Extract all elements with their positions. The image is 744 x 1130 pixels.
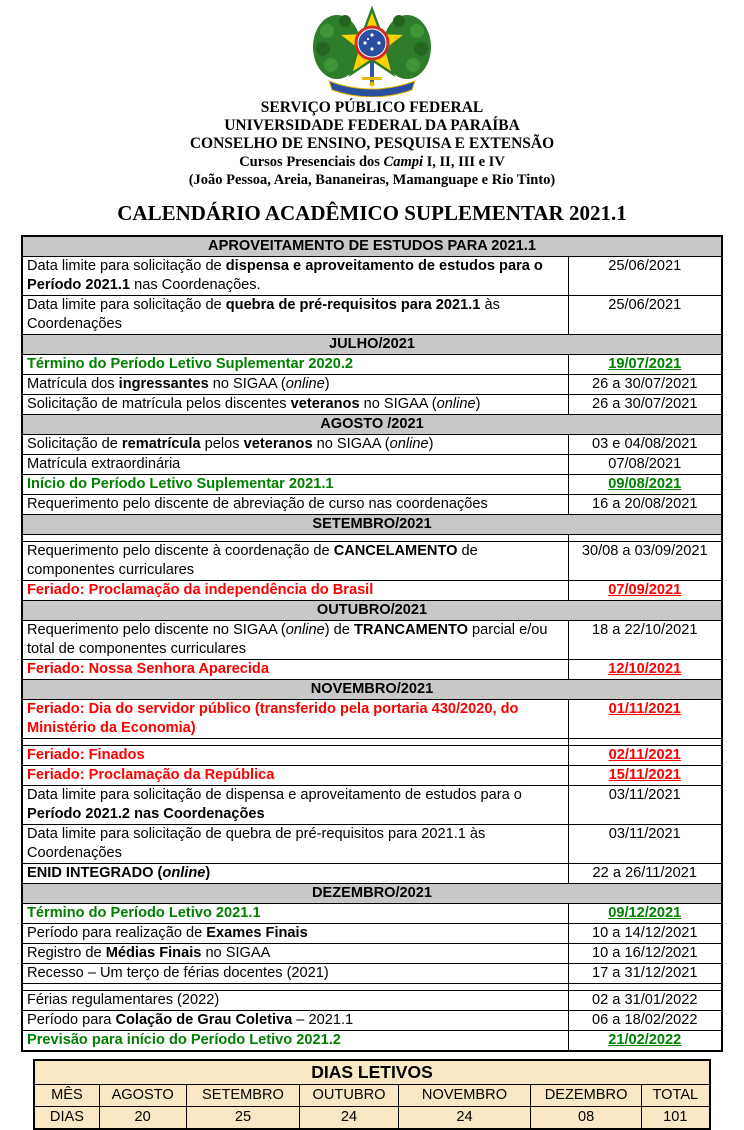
month-header: NOVEMBRO (398, 1085, 530, 1107)
page-title: CALENDÁRIO ACADÊMICO SUPLEMENTAR 2021.1 (117, 201, 627, 225)
event-description: Feriado: Dia do servidor público (transferido pela portaria 430/2020, do Ministério da Economia) (22, 700, 568, 739)
event-description: Requerimento pelo discente de abreviação de curso nas coordenações (22, 495, 568, 515)
event-date: 10 a 14/12/2021 (568, 924, 722, 944)
spacer-cell-left (22, 535, 568, 542)
section-header-row (22, 601, 722, 621)
event-date: 18 a 22/10/2021 (568, 621, 722, 660)
spacer-cell-right (568, 739, 722, 746)
calendar-row (22, 621, 722, 660)
event-date: 22 a 26/11/2021 (568, 864, 722, 884)
event-date: 25/06/2021 (568, 296, 722, 335)
dias-value: 24 (300, 1107, 399, 1130)
calendar-body (22, 236, 722, 1051)
spacer-cell-right (568, 535, 722, 542)
event-date: 10 a 16/12/2021 (568, 944, 722, 964)
calendar-row (22, 924, 722, 944)
calendar-row (22, 257, 722, 296)
dias-value: 08 (531, 1107, 642, 1130)
event-description: Recesso – Um terço de férias docentes (2021) (22, 964, 568, 984)
event-date: 12/10/2021 (568, 660, 722, 680)
section-header-row (22, 884, 722, 904)
org-line-2: UNIVERSIDADE FEDERAL DA PARAÍBA (224, 117, 520, 134)
event-date: 07/09/2021 (568, 581, 722, 601)
campi-line (21, 153, 723, 171)
section-header-row (22, 680, 722, 700)
mes-label: MÊS (34, 1085, 99, 1107)
calendar-row (22, 944, 722, 964)
month-header: TOTAL (641, 1085, 709, 1107)
calendar-row (22, 495, 722, 515)
calendar-row (22, 700, 722, 739)
calendar-row (22, 455, 722, 475)
calendar-row (22, 964, 722, 984)
month-header: SETEMBRO (186, 1085, 299, 1107)
event-date: 06 a 18/02/2022 (568, 1011, 722, 1031)
event-description: Data limite para solicitação de quebra de pré-requisitos para 2021.1 às Coordenações (22, 825, 568, 864)
event-date: 25/06/2021 (568, 257, 722, 296)
event-date: 09/08/2021 (568, 475, 722, 495)
event-description: Início do Período Letivo Suplementar 2021.1 (22, 475, 568, 495)
section-header-label: JULHO/2021 (22, 335, 722, 355)
campi-post: I, II, III e IV (423, 154, 505, 170)
event-description: Feriado: Nossa Senhora Aparecida (22, 660, 568, 680)
calendar-row (22, 375, 722, 395)
event-date: 02/11/2021 (568, 746, 722, 766)
event-description: Período para realização de Exames Finais (22, 924, 568, 944)
dias-letivos-title-row (34, 1060, 709, 1085)
event-description: Matrícula extraordinária (22, 455, 568, 475)
spacer-cell-left (22, 984, 568, 991)
brazil-coat-of-arms-icon (305, 5, 439, 97)
event-description: Solicitação de rematrícula pelos veteranos no SIGAA (online) (22, 435, 568, 455)
event-date: 16 a 20/08/2021 (568, 495, 722, 515)
dias-value: 101 (641, 1107, 709, 1130)
spacer-cell-right (568, 984, 722, 991)
event-description: Feriado: Finados (22, 746, 568, 766)
event-description: Feriado: Proclamação da República (22, 766, 568, 786)
calendar-row (22, 766, 722, 786)
calendar-row (22, 395, 722, 415)
event-date: 19/07/2021 (568, 355, 722, 375)
dias-letivos-table (33, 1059, 710, 1130)
event-description: Matrícula dos ingressantes no SIGAA (online) (22, 375, 568, 395)
org-line-3: CONSELHO DE ENSINO, PESQUISA E EXTENSÃO (189, 135, 555, 152)
calendar-row (22, 904, 722, 924)
event-description: Requerimento pelo discente à coordenação de CANCELAMENTO de componentes curriculares (22, 542, 568, 581)
calendar-row (22, 746, 722, 766)
event-date: 02 a 31/01/2022 (568, 991, 722, 1011)
blue-disc (358, 29, 386, 57)
event-date: 21/02/2022 (568, 1031, 722, 1052)
event-description: Período para Colação de Grau Coletiva – 2021.1 (22, 1011, 568, 1031)
dias-letivos-month-row (34, 1085, 709, 1107)
event-description: Data limite para solicitação de dispensa e aproveitamento de estudos para o Período 2021.2 nas Coordenações (22, 786, 568, 825)
event-date: 26 a 30/07/2021 (568, 375, 722, 395)
spacer-row (22, 739, 722, 746)
spacer-cell-left (22, 739, 568, 746)
section-header-row (22, 515, 722, 535)
event-date: 26 a 30/07/2021 (568, 395, 722, 415)
section-header-label: APROVEITAMENTO DE ESTUDOS PARA 2021.1 (22, 236, 722, 257)
event-description: Feriado: Proclamação da independência do Brasil (22, 581, 568, 601)
calendar-row (22, 864, 722, 884)
campi-pre: Cursos Presenciais dos (239, 154, 384, 170)
event-description: Férias regulamentares (2022) (22, 991, 568, 1011)
event-date: 07/08/2021 (568, 455, 722, 475)
event-date: 15/11/2021 (568, 766, 722, 786)
event-description: ENID INTEGRADO (online) (22, 864, 568, 884)
calendar-row (22, 1031, 722, 1052)
section-header-row (22, 236, 722, 257)
campi-italic: Campi (383, 154, 424, 170)
calendar-row (22, 786, 722, 825)
section-header-label: OUTUBRO/2021 (22, 601, 722, 621)
section-header-label: NOVEMBRO/2021 (22, 680, 722, 700)
spacer-row (22, 535, 722, 542)
month-header: OUTUBRO (300, 1085, 399, 1107)
event-description: Requerimento pelo discente no SIGAA (online) de TRANCAMENTO parcial e/ou total de componentes curriculares (22, 621, 568, 660)
event-description: Solicitação de matrícula pelos discentes veteranos no SIGAA (online) (22, 395, 568, 415)
calendar-row (22, 660, 722, 680)
event-description: Término do Período Letivo 2021.1 (22, 904, 568, 924)
event-description: Data limite para solicitação de quebra de pré-requisitos para 2021.1 às Coordenações (22, 296, 568, 335)
event-date: 03 e 04/08/2021 (568, 435, 722, 455)
dias-letivos-title: DIAS LETIVOS (34, 1060, 709, 1085)
calendar-row (22, 825, 722, 864)
event-description: Previsão para início do Período Letivo 2021.2 (22, 1031, 568, 1052)
dias-value: 25 (186, 1107, 299, 1130)
section-header-row (22, 335, 722, 355)
section-header-label: AGOSTO /2021 (22, 415, 722, 435)
calendar-row (22, 475, 722, 495)
section-header-row (22, 415, 722, 435)
calendar-row (22, 1011, 722, 1031)
event-description: Data limite para solicitação de dispensa e aproveitamento de estudos para o Período 2021.1 nas Coordenações. (22, 257, 568, 296)
calendar-row (22, 435, 722, 455)
dias-label: DIAS (34, 1107, 99, 1130)
event-date: 09/12/2021 (568, 904, 722, 924)
event-date: 03/11/2021 (568, 786, 722, 825)
spacer-row (22, 984, 722, 991)
org-line-1: SERVIÇO PÚBLICO FEDERAL (260, 99, 484, 116)
section-header-label: SETEMBRO/2021 (22, 515, 722, 535)
event-date: 03/11/2021 (568, 825, 722, 864)
month-header: AGOSTO (99, 1085, 186, 1107)
event-date: 01/11/2021 (568, 700, 722, 739)
calendar-row (22, 542, 722, 581)
calendar-row (22, 296, 722, 335)
month-header: DEZEMBRO (531, 1085, 642, 1107)
calendar-row (22, 355, 722, 375)
calendar-row (22, 581, 722, 601)
event-date: 17 a 31/12/2021 (568, 964, 722, 984)
dias-letivos-body (34, 1060, 709, 1129)
dias-value: 20 (99, 1107, 186, 1130)
event-description: Registro de Médias Finais no SIGAA (22, 944, 568, 964)
event-description: Término do Período Letivo Suplementar 2020.2 (22, 355, 568, 375)
cities-line: (João Pessoa, Areia, Bananeiras, Mamanguape e Rio Tinto) (188, 172, 556, 188)
dias-value: 24 (398, 1107, 530, 1130)
calendar-table (21, 235, 723, 1052)
calendar-row (22, 991, 722, 1011)
dias-letivos-values-row (34, 1107, 709, 1130)
section-header-label: DEZEMBRO/2021 (22, 884, 722, 904)
crest-container (21, 5, 723, 97)
event-date: 30/08 a 03/09/2021 (568, 542, 722, 581)
